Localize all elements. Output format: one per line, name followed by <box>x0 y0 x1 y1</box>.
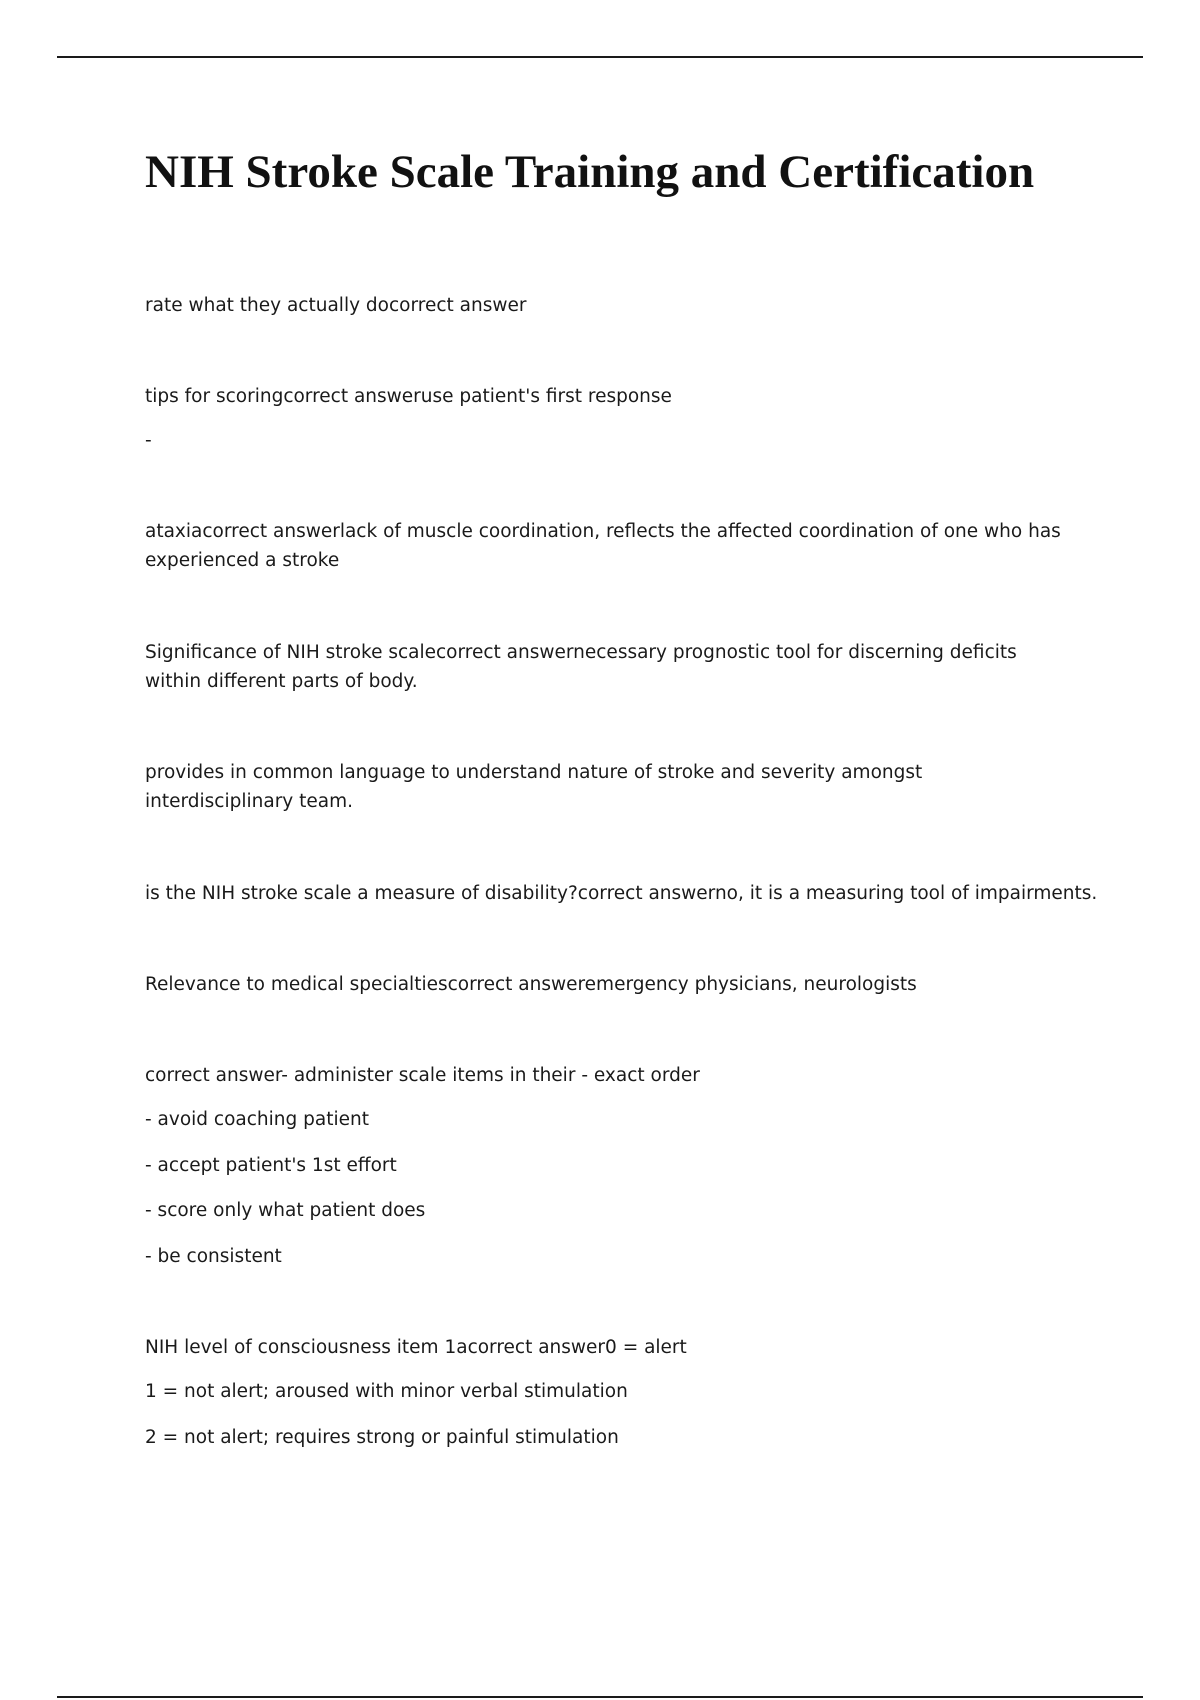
list-item: - score only what patient does <box>145 1200 426 1221</box>
footer-rule <box>57 1696 1143 1698</box>
text-line: correct answer- administer scale items in their - exact order <box>145 1065 700 1086</box>
text-line: Relevance to medical specialtiescorrect answeremergency physicians, neurologists <box>145 974 917 995</box>
text-line: rate what they actually docorrect answer <box>145 295 527 316</box>
text-paragraph: ataxiacorrect answerlack of muscle coordination, reflects the affected coordination of one who has experienced a stroke <box>145 521 1061 571</box>
text-line: is the NIH stroke scale a measure of disability?correct answerno, it is a measuring tool of impairments. <box>145 883 1098 904</box>
text-line: - <box>145 430 152 451</box>
list-item: - be consistent <box>145 1246 282 1267</box>
text-line: NIH level of consciousness item 1acorrect answer0 = alert <box>145 1337 687 1358</box>
header-rule <box>57 56 1143 58</box>
page-title: NIH Stroke Scale Training and Certification <box>145 146 1035 198</box>
list-item: 1 = not alert; aroused with minor verbal stimulation <box>145 1381 628 1402</box>
text-paragraph: provides in common language to understand nature of stroke and severity amongst interdisciplinary team. <box>145 762 923 812</box>
list-item: - avoid coaching patient <box>145 1109 369 1130</box>
list-item: 2 = not alert; requires strong or painful stimulation <box>145 1427 619 1448</box>
list-item: - accept patient's 1st effort <box>145 1155 397 1176</box>
text-line: tips for scoringcorrect answeruse patient's first response <box>145 386 672 407</box>
text-paragraph: Significance of NIH stroke scalecorrect answernecessary prognostic tool for discerning deficits within different parts of body. <box>145 642 1017 692</box>
